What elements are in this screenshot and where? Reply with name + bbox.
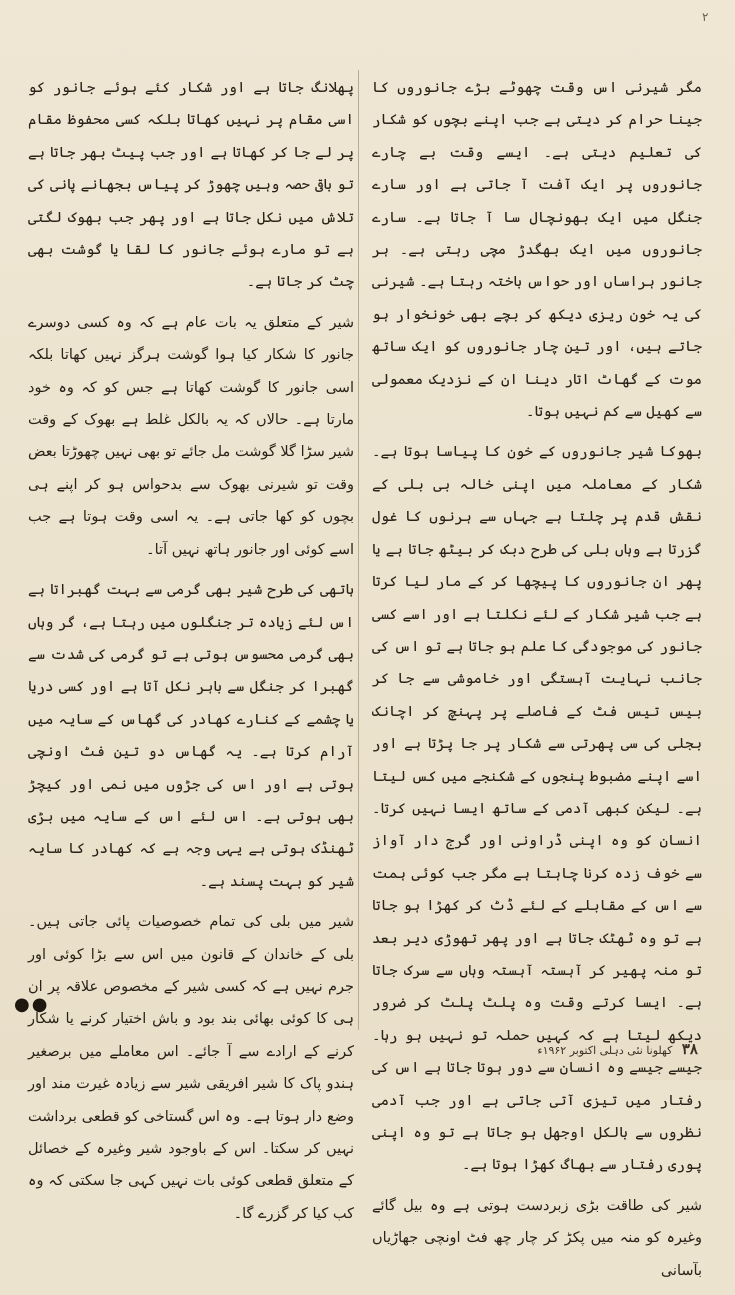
paragraph: بھوکا شیر جانوروں کے خون کا پیاسا ہوتا ہے۔ شکار کے معاملہ میں اپنی خالہ بی بلی کے نقش قدم پر چلتا ہے جہاں سے ہرنوں کا غول گزرتا ہے وہاں بلی کی طرح دبک کر بیٹھ جاتا ہے یا پھر ان جانوروں کا پیچھا کر کے مار لیا کرتا ہے جب شیر شکار کے لئے نکلتا ہے اور اسے کسی جانور کی موجودگی کا علم ہو جاتا ہے تو اس کی جانب نہایت آہستگی اور خاموشی سے جا کر بیس تیس فٹ کے فاصلے پر پہنچ کر اچانک بجلی کی سی پھرتی سے شکار پر جا پڑتا ہے اور اسے اپنے مضبوط پنجوں کے شکنجے میں کس لیتا ہے۔ لیکن کبھی آدمی کے ساتھ ایسا نہیں کرتا۔ انسان کو وہ اپنی ڈراونی اور گرج دار آواز سے خوف زدہ کرنا چاہتا ہے مگر جب کوئی ہمت سے اس کے مقابلے کے لئے ڈٹ کر کھڑا ہو جاتا ہے تو وہ ٹھٹک جاتا ہے اور پھر تھوڑی دیر بعد تو منہ پھیر کر آہستہ آہستہ وہاں سے سرک جاتا ہے۔ ایسا کرتے وقت وہ پلٹ پلٹ کر ضرور دیکھ لیتا ہے کہ کہیں حملہ تو نہیں ہو رہا۔ جیسے جیسے وہ انسان سے دور ہوتا جاتا ہے اس کی رفتار میں تیزی آتی جاتی ہے اور جب آدمی نظروں سے بالکل اوجھل ہو جاتا ہے تو وہ اپنی پوری رفتار سے بھاگ کھڑا ہوتا ہے۔: [372, 444, 702, 1174]
corner-mark: ٢: [702, 10, 709, 24]
issue-label: کھلونا نئی دہلی اکتوبر ۱۹۶۲ء: [537, 1044, 673, 1057]
column-divider: [358, 70, 359, 1030]
page-footer: [537, 1040, 698, 1058]
paragraph: پھلانگ جاتا ہے اور شکار کئے ہوئے جانور کو اسی مقام پر نہیں کھاتا بلکہ کسی محفوظ مقام پر لے جا کر کھاتا ہے اور جب پیٹ بھر جاتا ہے تو باقی حصہ وہیں چھوڑ کر پیاس بجھانے پانی کی تلاش میں نکل جاتا ہے اور پھر جب بھوک لگتی ہے تو مارے ہوئے جانور کا لقا یا گوشت بھی چٹ کر جاتا ہے۔: [28, 80, 354, 291]
paragraph: شیر میں بلی کی تمام خصوصیات پائی جاتی ہیں۔ بلی کے خاندان کے قانون میں اس سے بڑا کوئی اور جرم نہیں ہے کہ کسی شیر کے مخصوص علاقہ پر ان ہی کا کوئی بھائی بند بود و باش اختیار کرنے یا شکار کرنے کے ارادے سے آ جائے۔ اس معاملے میں برصغیر ہندو پاک کا شیر افریقی شیر سے زیادہ غیرت مند اور وضع دار ہوتا ہے۔ وہ اس گستاخی کو قطعی برداشت نہیں کر سکتا۔ اس کے باوجود شیر وغیرہ کے خصائل کے متعلق قطعی کوئی بات نہیں کہی جا سکتی کہ وہ کب کیا کر گزرے گا۔: [28, 914, 354, 1222]
paragraph: شیر کی طاقت بڑی زبردست ہوتی ہے وہ بیل گائے وغیرہ کو منہ میں پکڑ کر چار چھ فٹ اونچی جھاڑیاں بآسانی: [372, 1197, 702, 1279]
right-column: [372, 72, 702, 1295]
paragraph: مگر شیرنی اس وقت چھوٹے بڑے جانوروں کا جینا حرام کر دیتی ہے جب اپنے بچوں کو شکار کی تعلیم دیتی ہے۔ ایسے وقت بے چارے جانوروں پر ایک آفت آ جاتی ہے اور سارے جنگل میں ایک بھونچال سا آ جاتا ہے۔ سارے جانوروں میں ایک بھگدڑ مچی رہتی ہے۔ ہر جانور ہراساں اور حواس باختہ رہتا ہے۔ شیرنی کی یہ خون ریزی دیکھ کر بچے بھی خونخوار ہو جاتے ہیں، اور تین چار جانوروں کو ایک ساتھ موت کے گھاٹ اتار دینا ان کے نزدیک معمولی سے کھیل سے کم نہیں ہوتا۔: [372, 80, 702, 421]
left-column: [28, 72, 354, 1238]
page-number: ۳۸: [681, 1040, 698, 1058]
paragraph: شیر کے متعلق یہ بات عام ہے کہ وہ کسی دوسرے جانور کا شکار کیا ہوا گوشت ہرگز نہیں کھاتا بلکہ اسی جانور کا گوشت کھاتا ہے جس کو کہ وہ خود مارتا ہے۔ حالاں کہ یہ بالکل غلط ہے بھوک کے وقت شیر سڑا گلا گوشت مل جائے تو بھی نہیں چھوڑتا بعض وقت تو شیرنی بھوک سے بدحواس ہو کر اپنے ہی بچوں کو کھا جاتی ہے۔ یہ اسی وقت ہوتا ہے جب اسے کوئی اور جانور ہاتھ نہیں آتا۔: [28, 314, 354, 558]
paragraph: ہاتھی کی طرح شیر بھی گرمی سے بہت گھبراتا ہے اس لئے زیادہ تر جنگلوں میں رہتا ہے، گر وہاں بھی گرمی محسوس ہوتی ہے تو گرمی کی شدت سے گھبرا کر جنگل سے باہر نکل آتا ہے اور کسی دریا یا چشمے کے کنارے کھادر کی گھاس کے سایہ میں آرام کرتا ہے۔ یہ گھاس دو تین فٹ اونچی ہوتی ہے اور اس کی جڑوں میں نمی اور کیچڑ بھی ہوتی ہے۔ اس لئے اس کے سایہ میں بڑی ٹھنڈک ہوتی ہے یہی وجہ ہے کہ کھادر کا سایہ شیر کو بہت پسند ہے۔: [28, 582, 354, 890]
end-of-article-mark: ●●: [14, 994, 50, 1015]
